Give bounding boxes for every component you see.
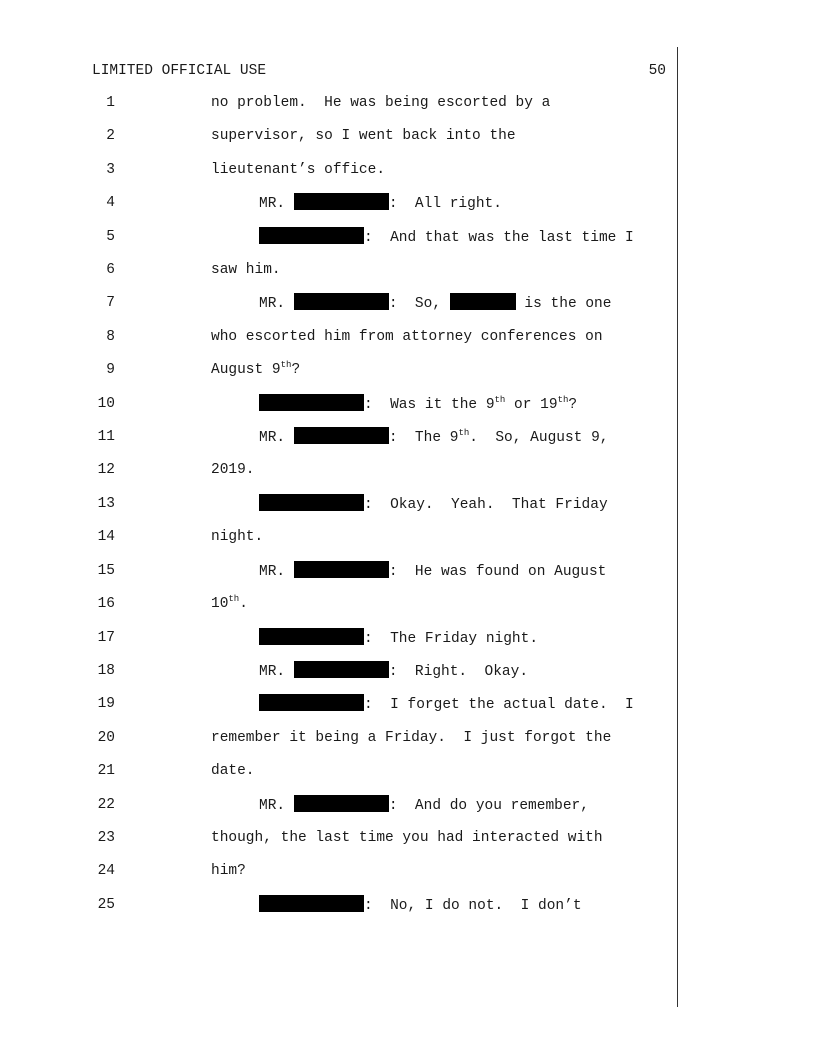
transcript-line: [0, 293, 680, 326]
ordinal-suffix: th: [280, 360, 292, 371]
line-number: 10: [97, 395, 115, 412]
line-text: night.: [211, 529, 264, 546]
speaker-line: [259, 661, 528, 682]
line-text: August 9: [211, 362, 281, 379]
line-number: 4: [106, 195, 115, 212]
line-text: : Was it the 9: [364, 396, 495, 413]
line-number: 3: [106, 161, 115, 178]
line-text-group: [211, 360, 300, 380]
transcript-line: [0, 761, 680, 794]
ordinal-suffix: th: [557, 394, 569, 405]
transcript-line: [0, 360, 680, 393]
ordinal-suffix: th: [494, 394, 506, 405]
transcript-line: [0, 260, 680, 293]
line-text: : Okay. Yeah. That Friday: [364, 496, 608, 513]
transcript-line: [0, 460, 680, 493]
speaker-prefix: MR.: [259, 663, 286, 680]
line-number: 15: [97, 562, 115, 579]
line-text-group: [211, 594, 248, 614]
line-number: 11: [97, 429, 115, 446]
redaction-box: [259, 494, 364, 511]
speaker-line: [259, 293, 611, 314]
line-text: saw him.: [211, 262, 281, 279]
ordinal-suffix: th: [458, 428, 470, 439]
line-text: : The 9: [388, 430, 459, 447]
transcript-line: [0, 160, 680, 193]
redaction-box: [259, 895, 364, 912]
transcript-line: [0, 828, 680, 861]
speaker-line: [259, 394, 577, 415]
redaction-box: [259, 394, 364, 411]
line-number: 13: [97, 495, 115, 512]
speaker-line: [259, 895, 582, 916]
speaker-prefix: MR.: [259, 296, 286, 313]
transcript-line: [0, 694, 680, 727]
redaction-box: [259, 628, 364, 645]
speaker-line: [259, 193, 502, 214]
line-number: 6: [106, 262, 115, 279]
line-text: : And do you remember,: [388, 797, 589, 814]
line-number: 16: [97, 596, 115, 613]
speaker-prefix: MR.: [259, 430, 286, 447]
line-number: 25: [97, 896, 115, 913]
redaction-box: [294, 293, 389, 310]
line-text: though, the last time you had interacted with: [211, 829, 603, 846]
line-number: 20: [97, 729, 115, 746]
transcript-line: [0, 628, 680, 661]
speaker-line: [259, 694, 634, 715]
line-text: : All right.: [388, 196, 502, 213]
redaction-box: [294, 661, 389, 678]
line-text: . So, August 9,: [469, 430, 609, 447]
line-number: 1: [106, 95, 115, 111]
transcript-line: [0, 427, 680, 460]
line-text: 10: [211, 596, 229, 613]
ordinal-suffix: th: [228, 594, 240, 605]
line-text: date.: [211, 763, 255, 780]
redaction-box: [259, 227, 364, 244]
transcript-line: [0, 895, 680, 928]
speaker-prefix: MR.: [259, 196, 286, 213]
line-text: : And that was the last time I: [364, 229, 634, 246]
speaker-line: [259, 227, 634, 248]
transcript-line: [0, 193, 680, 226]
line-text: ?: [291, 362, 301, 379]
transcript-line: [0, 861, 680, 894]
line-text: him?: [211, 863, 246, 880]
line-text: : He was found on August: [388, 563, 607, 580]
line-text: .: [239, 596, 248, 613]
line-number: 23: [97, 829, 115, 846]
line-number: 7: [106, 295, 115, 312]
transcript-line: [0, 527, 680, 560]
line-text: ?: [568, 396, 578, 413]
transcript-line: [0, 93, 680, 126]
line-number: 18: [97, 662, 115, 679]
transcript-line: [0, 561, 680, 594]
page-header: [92, 62, 666, 80]
speaker-prefix: MR.: [259, 797, 286, 814]
line-number: 2: [106, 128, 115, 145]
speaker-line: [259, 494, 608, 515]
line-text: or 19: [505, 396, 558, 413]
transcript-line: [0, 394, 680, 427]
line-number: 19: [97, 696, 115, 713]
redaction-box: [450, 293, 516, 310]
transcript: [0, 93, 680, 928]
redaction-box: [294, 561, 389, 578]
redaction-box: [294, 427, 389, 444]
transcript-line: [0, 494, 680, 527]
line-text: : So,: [388, 296, 450, 313]
line-text: : Right. Okay.: [388, 663, 529, 680]
line-text: no problem. He was being escorted by a: [211, 95, 551, 111]
transcript-line: [0, 795, 680, 828]
speaker-line: [259, 628, 538, 649]
transcript-line: [0, 594, 680, 627]
line-number: 24: [97, 863, 115, 880]
transcript-line: [0, 728, 680, 761]
redaction-box: [294, 193, 389, 210]
line-number: 22: [97, 796, 115, 813]
transcript-line: [0, 661, 680, 694]
line-text: : I forget the actual date. I: [364, 697, 634, 714]
line-number: 17: [97, 629, 115, 646]
redaction-box: [294, 795, 389, 812]
speaker-prefix: MR.: [259, 563, 286, 580]
line-number: 8: [106, 328, 115, 345]
classification-label: LIMITED OFFICIAL USE: [92, 63, 267, 79]
line-number: 14: [97, 529, 115, 546]
redaction-box: [259, 694, 364, 711]
line-text: remember it being a Friday. I just forgot the: [211, 729, 612, 746]
transcript-line: [0, 227, 680, 260]
line-number: 12: [97, 462, 115, 479]
speaker-line: [259, 561, 606, 582]
speaker-line: [259, 427, 608, 448]
transcript-line: [0, 327, 680, 360]
line-text: : No, I do not. I don’t: [364, 897, 582, 914]
line-text: who escorted him from attorney conferences on: [211, 328, 603, 345]
line-text: lieutenant’s office.: [211, 161, 386, 178]
line-text: supervisor, so I went back into the: [211, 128, 516, 145]
line-number: 5: [106, 228, 115, 245]
line-number: 9: [106, 362, 115, 379]
transcript-line: [0, 126, 680, 159]
page-number: 50: [648, 63, 666, 79]
line-text: : The Friday night.: [364, 630, 539, 647]
line-text: 2019.: [211, 462, 255, 479]
speaker-line: [259, 795, 589, 816]
line-text: is the one: [515, 296, 612, 313]
line-number: 21: [97, 763, 115, 780]
